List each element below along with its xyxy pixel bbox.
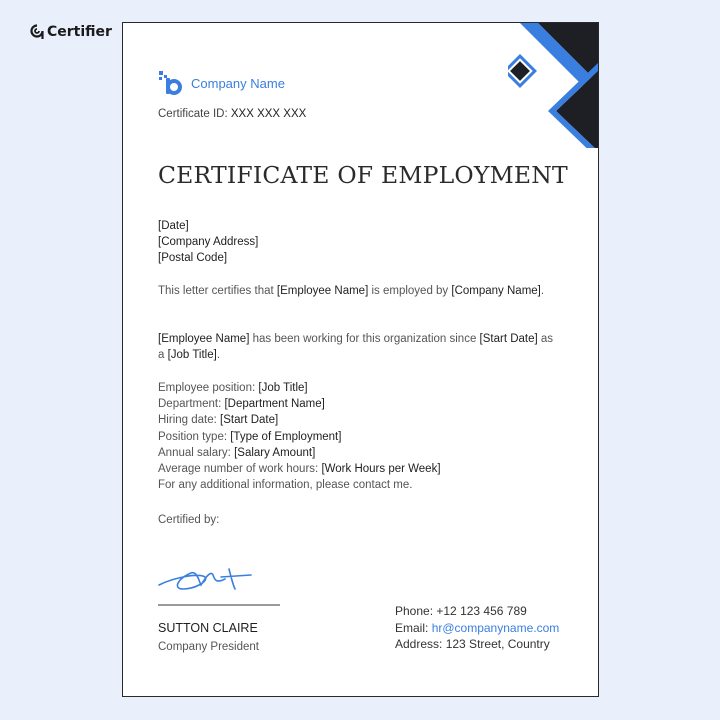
address-line: [Postal Code] [158,252,228,265]
certificate-id [158,108,306,120]
contact-block [395,603,559,653]
certifier-brand [30,24,112,40]
detail-row: Average number of work hours: [Work Hours per Week] [158,463,441,476]
company-logo [158,71,285,95]
paragraph-certifies: This letter certifies that [Employee Name] is employed by [Company Name]. [158,285,545,297]
contact-address: Address: 123 Street, Country [395,637,550,651]
detail-row: Position type: [Type of Employment] [158,430,342,443]
certificate-id-value: XXX XXX XXX [230,108,307,120]
closing-line: For any additional information, please contact me. [158,479,413,492]
employment-details [158,380,558,493]
address-line: [Company Address] [158,236,259,249]
certificate-title: CERTIFICATE OF EMPLOYMENT [158,161,568,189]
signature-line [158,604,280,606]
email-link[interactable]: hr@companyname.com [431,620,560,635]
brand-name: Certifier [47,24,112,40]
address-block [158,218,558,267]
certified-by-label: Certified by: [158,514,220,526]
signature-mark [155,563,265,593]
signer-role: Company President [158,641,259,653]
detail-row: Annual salary: [Salary Amount] [158,446,316,459]
company-name: Company Name [191,75,285,91]
signer-name: SUTTON CLAIRE [158,621,258,635]
certifier-logo-icon [30,24,44,40]
contact-phone: Phone: +12 123 456 789 [395,604,527,618]
paragraph-working-since: [Employee Name] has been working for this organization since [Start Date] as a [Job Title]. [158,333,554,362]
certificate-document [122,22,599,697]
detail-row: Department: [Department Name] [158,398,325,411]
corner-decoration [508,23,598,148]
address-line: [Date] [158,220,189,232]
detail-row: Hiring date: [Start Date] [158,414,279,427]
company-logo-icon [158,71,184,95]
contact-email: Email: hr@companyname.com [395,620,560,635]
detail-row: Employee position: [Job Title] [158,382,308,394]
certificate-id-label: Certificate ID: [158,108,228,120]
